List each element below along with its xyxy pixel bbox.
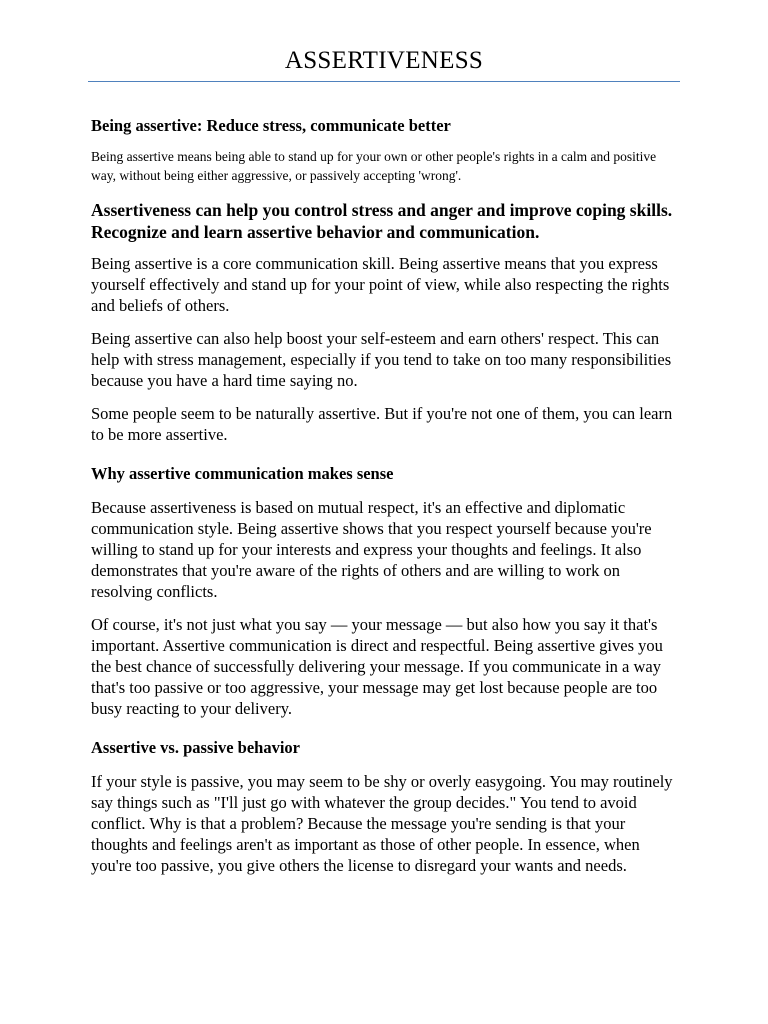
paragraph: Because assertiveness is based on mutual respect, it's an effective and diplomatic communication style. Being assertive shows that you respect yourself because you're willing to stand up for your interests and express your thoughts and feelings. It also demonstrates that you're aware of the rights of others and are willing to work on resolving conflicts. [91,498,652,601]
paragraph: Being assertive is a core communication skill. Being assertive means that you express yourself effectively and stand up for your point of view, while also respecting the rights and beliefs of others. [91,254,670,315]
title-underline [88,81,680,82]
subtitle-heading: Being assertive: Reduce stress, communicate better [91,116,451,135]
intro-paragraph: Being assertive means being able to stand up for your own or other people's rights in a calm and positive way, without being either aggressive, or passively accepting 'wrong'. [91,149,657,183]
document-body [91,115,683,888]
paragraph: If your style is passive, you may seem to be shy or overly easygoing. You may routinely say things such as "I'll just go with whatever the group decides." You tend to avoid conflict. Why is that a problem? Because the message you're sending is that your thoughts and feelings aren't as important as those of other people. In essence, when you're too passive, you give others the license to disregard your wants and needs. [91,772,673,875]
section-heading: Why assertive communication makes sense [91,464,394,483]
paragraph: Some people seem to be naturally assertive. But if you're not one of them, you can learn to be more assertive. [91,404,673,444]
document-title: ASSERTIVENESS [284,47,484,74]
paragraph: Being assertive can also help boost your self-esteem and earn others' respect. This can help with stress management, especially if you tend to take on too many responsibilities because you have a hard time saying no. [91,329,672,390]
section-heading: Assertive vs. passive behavior [91,738,300,757]
lead-heading: Assertiveness can help you control stress and anger and improve coping skills. Recognize and learn assertive behavior and communication. [91,200,673,242]
paragraph: Of course, it's not just what you say — your message — but also how you say it that's important. Assertive communication is direct and respectful. Being assertive gives you the best chance of successfully delivering your message. If you communicate in a way that's too passive or too aggressive, your message may get lost because people are too busy reacting to your delivery. [91,615,663,718]
